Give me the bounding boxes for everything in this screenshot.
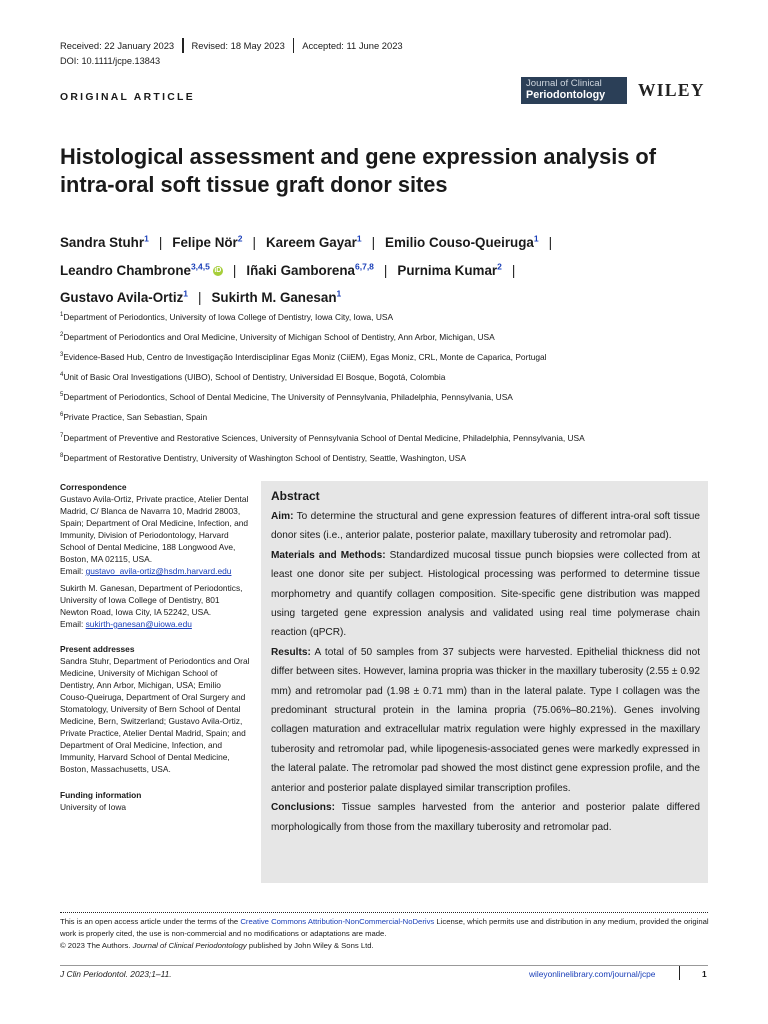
abstract-heading: Abstract (271, 489, 320, 503)
author[interactable]: Leandro Chambrone$^{3,4,5}$ iD (60, 261, 222, 278)
correspondence-email: Email: sukirth-ganesan@uiowa.edu (60, 619, 192, 629)
journal-name-line1: Journal of Clinical (526, 78, 602, 89)
divider (293, 38, 294, 53)
affiliation-list (60, 306, 720, 467)
doi: DOI: 10.1111/jcpe.13843 (60, 56, 161, 66)
author[interactable]: Sandra Stuhr$^1$ (60, 234, 149, 251)
funding-block (60, 789, 250, 813)
orcid-icon[interactable]: iD (214, 266, 222, 274)
author[interactable]: Iñaki Gamborena$^{6,7,8}$ (246, 261, 374, 278)
license-divider (60, 912, 708, 913)
publisher-logo: WILEY (638, 80, 705, 100)
revised-date: Revised: 18 May 2023 (191, 40, 285, 51)
affiliation: $^6$Private Practice, San Sebastian, Spain (60, 412, 208, 423)
funding-text: University of Iowa (60, 802, 127, 812)
email-link[interactable]: sukirth-ganesan@uiowa.edu (85, 619, 192, 629)
correspondence-heading: Correspondence (60, 482, 127, 492)
journal-logo (521, 77, 627, 104)
divider (182, 38, 183, 53)
present-addresses-heading: Present addresses (60, 644, 135, 654)
funding-heading: Funding information (60, 790, 142, 800)
correspondence-entry: Gustavo Avila-Ortiz, Private practice, Atelier Dental Madrid, C/ Blanca de Navarra 10, Madrid 28003, Spain; Department of Oral Medicine, Infection, and Immunity, Division of Periodontology, Harvard School of Dental Medicine, 188 Longwood Ave, Boston, MA 02115, USA. (60, 494, 249, 564)
article-type: ORIGINAL ARTICLE (60, 92, 195, 103)
author[interactable]: Sukirth M. Ganesan$^1$ (211, 288, 342, 305)
author[interactable]: Gustavo Avila-Ortiz$^1$ (60, 288, 189, 305)
affiliation: $^7$Department of Preventive and Restorative Sciences, University of Pennsylvania School of Dental Medicine, Philadelphia, Pennsylvania, USA (60, 432, 585, 443)
abstract-methods: Materials and Methods: Standardized mucosal tissue punch biopsies were collected from at least one donor site per subject. Histological processing was performed to determine tissue morphometry and quantify collagen composition. Site-specific gene distribution was mapped using targeted gene expression analysis and validated using real time polymerase chain reaction (qPCR). (271, 549, 700, 639)
affiliation: $^4$Unit of Basic Oral Investigations (UIBO), School of Dentistry, Universidad El Bosque, Bogotá, Colombia (60, 372, 446, 383)
paper-title: Histological assessment and gene expression analysis of intra-oral soft tissue graft donor sites (60, 144, 657, 197)
affiliation: $^8$Department of Restorative Dentistry, University of Washington School of Dentistry, Seattle, Washington, USA (60, 452, 466, 463)
license-notice: This is an open access article under the terms of the Creative Commons Attribution-NonCommercial-NoDerivs License, which permits use and distribution in any medium, provided the original work is properly cited, the use is non-commercial and no modifications or adaptations are made. © 2023 The Authors. Journal of Clinical Periodontology published by John Wiley & Sons Ltd. (60, 917, 709, 951)
affiliation: $^1$Department of Periodontics, University of Iowa College of Dentistry, Iowa City, Iowa, USA (60, 311, 394, 322)
abstract-results: Results: A total of 50 samples from 37 subjects were harvested. Epithelial thickness did not differ between sites. However, lamina propria was thicker in the maxillary tuberosity (2.55 ± 0.92 mm) and retromolar pad (1.98 ± 0.71 mm) than in the lateral palate. Type I collagen was the predominant structural protein in the lamina propria (75.06%–80.21%). Genes involving collagen maturation and extracellular matrix regulation were highly expressed in the maxillary tuberosity and retromolar pad, while lipogenesis-associated genes were markedly expressed in the lateral palate. The retromolar pad showed the most distinct gene expression profile, and the anterior and posterior palate displayed similar transcription profiles. (271, 646, 700, 794)
journal-citation: J Clin Periodontol. 2023;1–11. (60, 969, 172, 979)
author[interactable]: Kareem Gayar$^1$ (266, 234, 362, 251)
received-date: Received: 22 January 2023 (60, 40, 175, 51)
page-number: 1 (702, 969, 707, 979)
email-link[interactable]: gustavo_avila-ortiz@hsdm.harvard.edu (85, 566, 232, 576)
correspondence-block (60, 481, 250, 630)
affiliation: $^2$Department of Periodontics and Oral Medicine, University of Michigan School of Dentistry, Ann Arbor, Michigan, USA (60, 331, 495, 342)
abstract-conclusions: Conclusions: Tissue samples harvested from the anterior and posterior palate differed morphologically from those from the maxillary tuberosity and retromolar pad. (271, 802, 700, 833)
abstract-aim: Aim: To determine the structural and gene expression features of different intra-oral soft tissue donor sites (i.e., anterior palate, posterior palate, maxillary tuberosity and retromolar pad). (271, 511, 700, 542)
author[interactable]: Emilio Couso-Queiruga$^1$ (385, 234, 539, 251)
article-dates (60, 38, 403, 53)
accepted-date: Accepted: 11 June 2023 (302, 40, 403, 51)
affiliation: $^3$Evidence-Based Hub, Centro de Investigação Interdisciplinar Egas Moniz (CiiEM), Egas Moniz, CRL, Monte de Caparica, Portugal (60, 351, 547, 362)
sidebar-info (60, 481, 250, 821)
footer-rule (60, 965, 708, 966)
divider (679, 966, 680, 980)
present-addresses-text: Sandra Stuhr, Department of Periodontics and Oral Medicine, University of Michigan School of Dentistry, Ann Arbor, Michigan, USA; Emilio Couso-Queiruga, Department of Oral Surgery and Stomatology, University of Bern School of Dental Medicine, Bern, Switzerland; Gustavo Avila-Ortiz, Private Practice, Atelier Dental Madrid, Spain; and Department of Oral Medicine, Infection, and Immunity, Harvard School of Dental Medicine, Boston, Massachusetts, USA. (60, 656, 250, 774)
correspondence-entry: Sukirth M. Ganesan, Department of Periodontics, University of Iowa College of Dentistry, 801 Newton Road, Iowa City, IA 52242, USA. (60, 583, 243, 617)
author-list: Sandra Stuhr$^1$ | Felipe Nör$^2$ | Kareem Gayar$^1$ | Emilio Couso-Queiruga$^1$ | Leandro Chambrone$^{3,4,5}$ iD | Iñaki Gamborena$^{6,7,8}$ | Purnima Kumar$^2$ | Gustavo Avila-Ortiz$^1$ | Sukirth M. Ganesan$^1$ (60, 234, 553, 305)
abstract-box (261, 481, 708, 883)
correspondence-email: Email: gustavo_avila-ortiz@hsdm.harvard.edu (60, 566, 232, 576)
present-addresses-block (60, 643, 250, 775)
author[interactable]: Felipe Nör$^2$ (172, 234, 243, 251)
author[interactable]: Purnima Kumar$^2$ (397, 261, 502, 278)
affiliation: $^5$Department of Periodontics, School of Dental Medicine, The University of Pennsylvania, Philadelphia, Pennsylvania, USA (60, 392, 513, 403)
journal-name-line2: Periodontology (526, 88, 606, 101)
journal-url-link[interactable]: wileyonlinelibrary.com/journal/jcpe (529, 969, 656, 979)
license-link[interactable]: Creative Commons Attribution-NonCommercial-NoDerivs (240, 917, 435, 926)
